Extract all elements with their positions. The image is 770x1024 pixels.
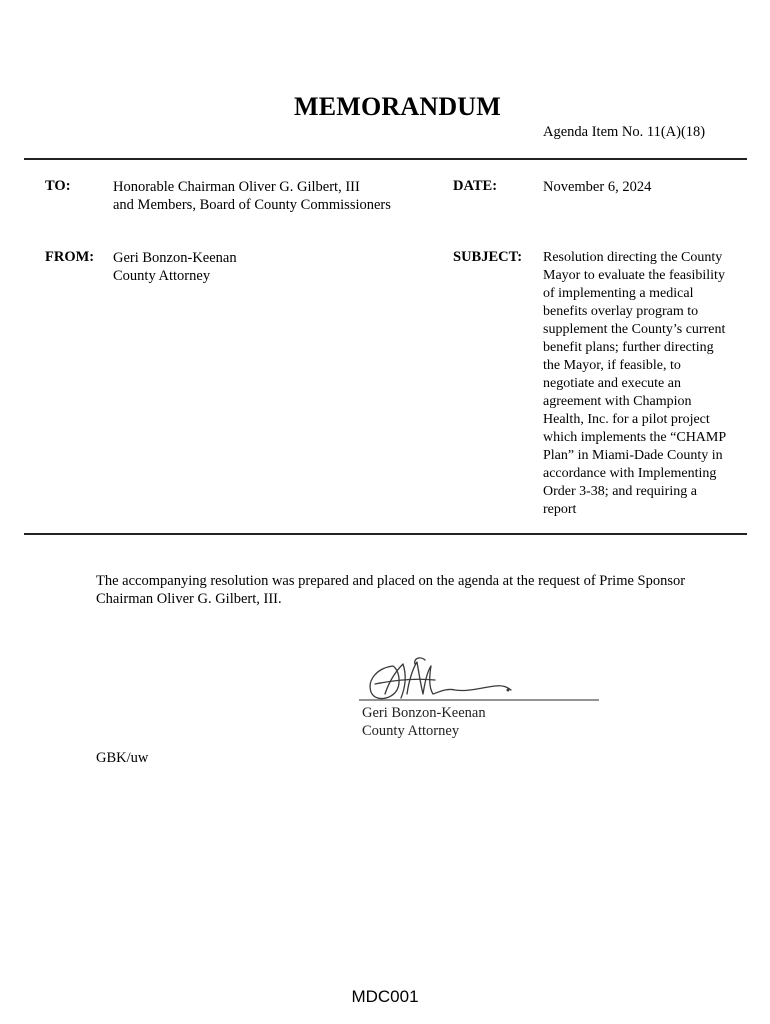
subject-label: SUBJECT:: [453, 249, 523, 265]
from-sender: [113, 249, 237, 285]
subject-line: negotiate and execute an: [543, 376, 681, 391]
subject-line: benefit plans; further directing: [543, 340, 714, 355]
signatory-title: County Attorney: [362, 723, 460, 739]
subject-line: Health, Inc. for a pilot project: [543, 412, 710, 427]
header-divider: [24, 158, 747, 160]
body-line: The accompanying resolution was prepared and placed on the agenda at the request of Prime Sponsor: [96, 573, 686, 589]
subject-line: which implements the “CHAMP: [543, 430, 727, 445]
memo-title: MEMORANDUM: [293, 92, 502, 121]
to-label: TO:: [45, 178, 71, 194]
subject-line: of implementing a medical: [543, 286, 694, 301]
handwritten-signature: [355, 654, 605, 706]
subject-line: Mayor to evaluate the feasibility: [543, 268, 725, 283]
page-footer-code: MDC001: [351, 987, 419, 1006]
subject-line: agreement with Champion: [543, 394, 692, 409]
subject-line: accordance with Implementing: [543, 466, 717, 481]
subject-line: Plan” in Miami-Dade County in: [543, 448, 723, 463]
signature-block: [362, 704, 486, 740]
to-line: and Members, Board of County Commissioners: [113, 197, 391, 213]
memo-body: [96, 572, 736, 608]
from-label: FROM:: [45, 249, 95, 265]
subject-text: [543, 249, 748, 519]
subject-line: benefits overlay program to: [543, 304, 699, 319]
from-line: County Attorney: [113, 268, 211, 284]
to-line: Honorable Chairman Oliver G. Gilbert, III: [113, 179, 360, 195]
to-recipients: [113, 178, 391, 214]
body-line: Chairman Oliver G. Gilbert, III.: [96, 591, 282, 607]
date-label: DATE:: [453, 178, 498, 194]
subject-divider: [24, 533, 747, 535]
signatory-name: Geri Bonzon-Keenan: [362, 705, 486, 721]
typist-initials: GBK/uw: [96, 750, 149, 766]
subject-line: supplement the County’s current: [543, 322, 726, 337]
agenda-item-number: Agenda Item No. 11(A)(18): [543, 124, 706, 140]
date-value: November 6, 2024: [543, 179, 652, 195]
subject-line: Order 3-38; and requiring a: [543, 484, 697, 499]
subject-line: Resolution directing the County: [543, 250, 723, 265]
subject-line: the Mayor, if feasible, to: [543, 358, 681, 373]
from-line: Geri Bonzon-Keenan: [113, 250, 237, 266]
subject-line: report: [543, 502, 577, 517]
